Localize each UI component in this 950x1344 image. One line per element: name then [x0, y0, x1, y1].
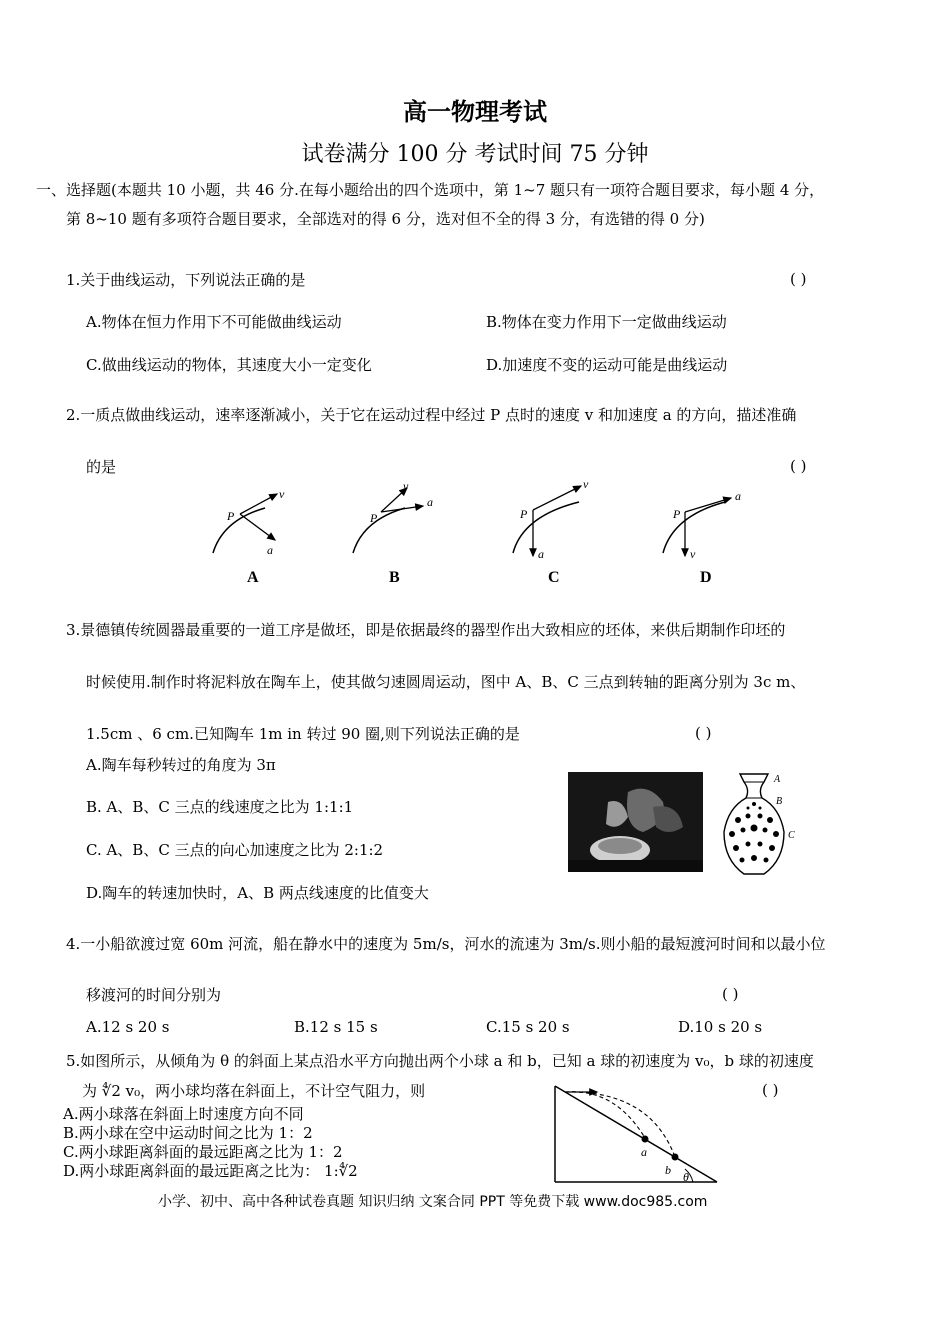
- q4-stem-line2: 移渡河的时间分别为: [86, 986, 222, 1004]
- section-instructions-line1: 一、选择题(本题共 10 小题，共 46 分.在每小题给出的四个选项中，第 1~7 题只有一项符合题目要求，每小题 4 分，: [36, 181, 825, 199]
- incline-theta-label: θ: [683, 1170, 689, 1184]
- page-footer: 小学、初中、高中各种试卷真题 知识归纳 文案合同 PPT 等免费下载 www.doc985.com: [158, 1194, 708, 1210]
- q4-answer-bracket: ( ): [722, 985, 739, 1003]
- q1-option-d: D.加速度不变的运动可能是曲线运动: [486, 356, 728, 374]
- q2-diagram-a: [213, 487, 285, 586]
- q4-option-b: B.12 s 15 s: [294, 1018, 378, 1036]
- q2-b-v-label: v: [403, 479, 409, 493]
- vase-diagram: [718, 770, 803, 880]
- q3-option-c: C. A、B、C 三点的向心加速度之比为 2:1:2: [86, 841, 384, 859]
- q3-option-b: B. A、B、C 三点的线速度之比为 1:1:1: [86, 798, 354, 816]
- q2-a-v-label: v: [279, 487, 285, 501]
- vase-label-b: B: [776, 796, 783, 807]
- q2-label-a: A: [247, 569, 259, 586]
- q2-b-a-label: a: [427, 495, 433, 509]
- q5-option-d: D.两小球距离斜面的最远距离之比为： 1:∜2: [63, 1162, 358, 1180]
- q1-option-a: A.物体在恒力作用下不可能做曲线运动: [86, 313, 342, 331]
- incline-label-b: b: [665, 1163, 671, 1177]
- q2-a-point-label: P: [227, 509, 235, 523]
- q3-option-d: D.陶车的转速加快时，A、B 两点线速度的比值变大: [86, 884, 429, 902]
- q3-option-a: A.陶车每秒转过的角度为 3π: [86, 756, 276, 774]
- q2-label-d: D: [700, 569, 712, 586]
- q2-c-v-label: v: [583, 478, 589, 491]
- q2-diagram-b: [353, 479, 433, 586]
- q5-answer-bracket: ( ): [762, 1081, 779, 1099]
- q1-option-b: B.物体在变力作用下一定做曲线运动: [486, 313, 727, 331]
- section-instructions-line2: 第 8~10 题有多项符合题目要求，全部选对的得 6 分，选对但不全的得 3 分，有选错的得 0 分): [66, 210, 705, 228]
- q2-d-a-label: a: [735, 489, 741, 503]
- q2-label-b: B: [389, 569, 400, 586]
- q2-stem-line1: 2.一质点做曲线运动，速率逐渐减小，关于它在运动过程中经过 P 点时的速度 v 和加速度 a 的方向，描述准确: [66, 406, 797, 424]
- q4-option-d: D.10 s 20 s: [678, 1018, 763, 1036]
- q2-label-c: C: [548, 569, 560, 586]
- q3-stem-line1: 3.景德镇传统圆器最重要的一道工序是做坯，即是依据最终的器型作出大致相应的坯体，来供后期制作印坯的: [66, 621, 786, 639]
- incline-diagram: [545, 1078, 725, 1188]
- q4-option-a: A.12 s 20 s: [86, 1018, 170, 1036]
- q5-stem-line1: 5.如图所示，从倾角为 θ 的斜面上某点沿水平方向抛出两个小球 a 和 b，已知 a 球的初速度为 v₀，b 球的初速度: [66, 1052, 814, 1070]
- q2-diagram-c: [513, 478, 589, 586]
- q5-stem-line2: 为 ∜2 v₀，两小球均落在斜面上，不计空气阻力，则: [82, 1082, 426, 1100]
- q1-stem: 1.关于曲线运动，下列说法正确的是: [66, 271, 306, 289]
- q4-option-c: C.15 s 20 s: [486, 1018, 570, 1036]
- q1-option-c: C.做曲线运动的物体，其速度大小一定变化: [86, 356, 372, 374]
- q2-d-point-label: P: [673, 507, 681, 521]
- q4-stem-line1: 4.一小船欲渡过宽 60m 河流，船在静水中的速度为 5m/s，河水的流速为 3m/s.则小船的最短渡河时间和以最小位: [66, 935, 826, 953]
- q5-option-c: C.两小球距离斜面的最远距离之比为 1：2: [63, 1143, 343, 1161]
- q3-answer-bracket: ( ): [695, 724, 712, 742]
- q2-diagrams: [195, 478, 775, 588]
- vase-label-a: A: [774, 774, 781, 785]
- q2-a-a-label: a: [267, 543, 273, 557]
- q2-b-point-label: P: [370, 511, 378, 525]
- q1-answer-bracket: ( ): [790, 270, 807, 288]
- q5-option-b: B.两小球在空中运动时间之比为 1：2: [63, 1124, 313, 1142]
- q2-c-point-label: P: [520, 507, 528, 521]
- q2-stem-line2: 的是: [86, 458, 117, 476]
- vase-label-c: C: [788, 830, 795, 841]
- q2-d-v-label: v: [690, 547, 696, 561]
- q2-diagram-d: [663, 489, 741, 586]
- q3-stem-line2: 时候使用.制作时将泥料放在陶车上，使其做匀速圆周运动，图中 A、B、C 三点到转轴的距离分别为 3c m、: [86, 673, 806, 691]
- pottery-wheel-photo: [568, 772, 703, 872]
- q5-option-a: A.两小球落在斜面上时速度方向不同: [63, 1105, 304, 1123]
- incline-label-a: a: [641, 1145, 647, 1159]
- exam-subtitle: 试卷满分 100 分 考试时间 75 分钟: [301, 142, 649, 167]
- q3-stem-line3: 1.5cm 、6 cm.已知陶车 1m in 转过 90 圈,则下列说法正确的是: [86, 725, 520, 743]
- q2-c-a-label: a: [538, 547, 544, 561]
- q2-answer-bracket: ( ): [790, 457, 807, 475]
- exam-title: 高一物理考试: [403, 97, 547, 126]
